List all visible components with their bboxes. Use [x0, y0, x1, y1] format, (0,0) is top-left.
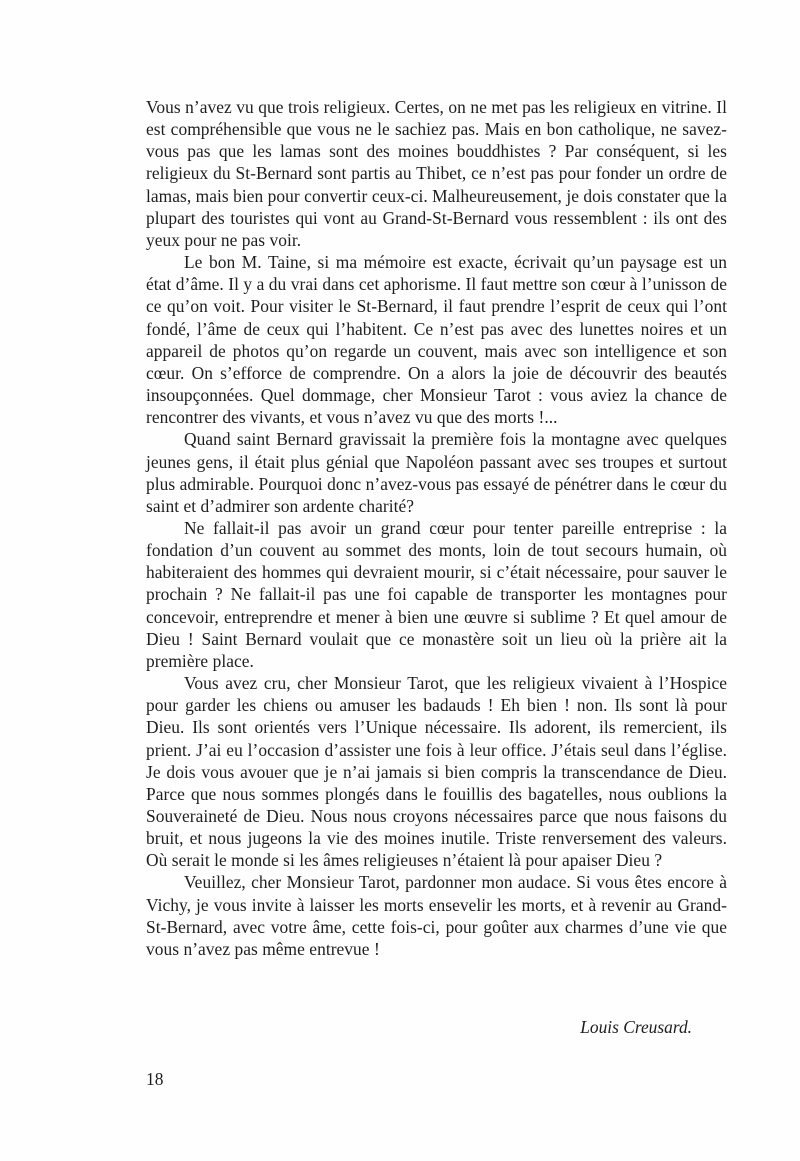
- author-signature: Louis Creusard.: [580, 1017, 692, 1037]
- article-body: [146, 96, 727, 960]
- paragraph-2: Le bon M. Taine, si ma mémoire est exacte, écrivait qu’un paysage est un état d’âme. Il y a du vrai dans cet aphorisme. Il faut mettre son cœur à l’unisson de ce qu’on voit. Pour visiter le St-Bernard, il faut prendre l’esprit de ceux qui l’ont fondé, l’âme de ceux qui l’habitent. Ce n’est pas avec des lunettes noires et un appareil de photos qu’on regarde un couvent, mais avec son intelligence et son cœur. On s’efforce de comprendre. On a alors la joie de découvrir des beautés insoupçonnées. Quel dommage, cher Monsieur Tarot : vous aviez la chance de rencontrer des vivants, et vous n’avez vu que des morts !...: [146, 252, 727, 428]
- paragraph-4: Ne fallait-il pas avoir un grand cœur pour tenter pareille entreprise : la fondation d’un couvent au sommet des monts, loin de tout secours humain, où habiteraient des hommes qui devraient mourir, si c’était nécessaire, pour sauver le prochain ? Ne fallait-il pas une foi capable de transporter les montagnes pour concevoir, entreprendre et mener à bien une œuvre si sublime ? Et quel amour de Dieu ! Saint Bernard voulait que ce monastère soit un lieu où la prière ait la première place.: [146, 517, 727, 671]
- paragraph-1: Vous n’avez vu que trois religieux. Certes, on ne met pas les religieux en vitrine. Il est compréhensible que vous ne le sachiez pas. Mais en bon catholique, ne savez-vous pas que les lamas sont des moines bouddhistes ? Par conséquent, si les religieux du St-Bernard sont partis au Thibet, ce n’est pas pour fonder un ordre de lamas, mais bien pour convertir ceux-ci. Malheureusement, je dois constater que la plupart des touristes qui vont au Grand-St-Bernard vous ressemblent : ils ont des yeux pour ne pas voir.: [146, 97, 727, 250]
- paragraph-5: Vous avez cru, cher Monsieur Tarot, que les religieux vivaient à l’Hospice pour garder les chiens ou amuser les badauds ! Eh bien ! non. Ils sont là pour Dieu. Ils sont orientés vers l’Unique nécessaire. Ils adorent, ils remercient, ils prient. J’ai eu l’occasion d’assister une fois à leur office. J’étais seul dans l’église. Je dois vous avouer que je n’ai jamais si bien compris la transcendance de Dieu. Parce que nous sommes plongés dans le fouillis des bagatelles, nous oublions la Souveraineté de Dieu. Nous nous croyons nécessaires parce que nous faisons du bruit, et nous jugeons la vie des moines inutile. Triste renversement des valeurs. Où serait le monde si les âmes religieuses n’étaient là pour apaiser Dieu ?: [146, 673, 727, 871]
- paragraph-6: Veuillez, cher Monsieur Tarot, pardonner mon audace. Si vous êtes encore à Vichy, je vous invite à laisser les morts ensevelir les morts, et à revenir au Grand-St-Bernard, avec votre âme, cette fois-ci, pour goûter aux charmes d’une vie que vous n’avez pas même entrevue !: [146, 872, 727, 959]
- page-number: 18: [146, 1069, 164, 1089]
- paragraph-3: Quand saint Bernard gravissait la première fois la montagne avec quelques jeunes gens, il était plus génial que Napoléon passant avec ses troupes et surtout plus admirable. Pourquoi donc n’avez-vous pas essayé de pénétrer dans le cœur du saint et d’admirer son ardente charité?: [146, 429, 727, 516]
